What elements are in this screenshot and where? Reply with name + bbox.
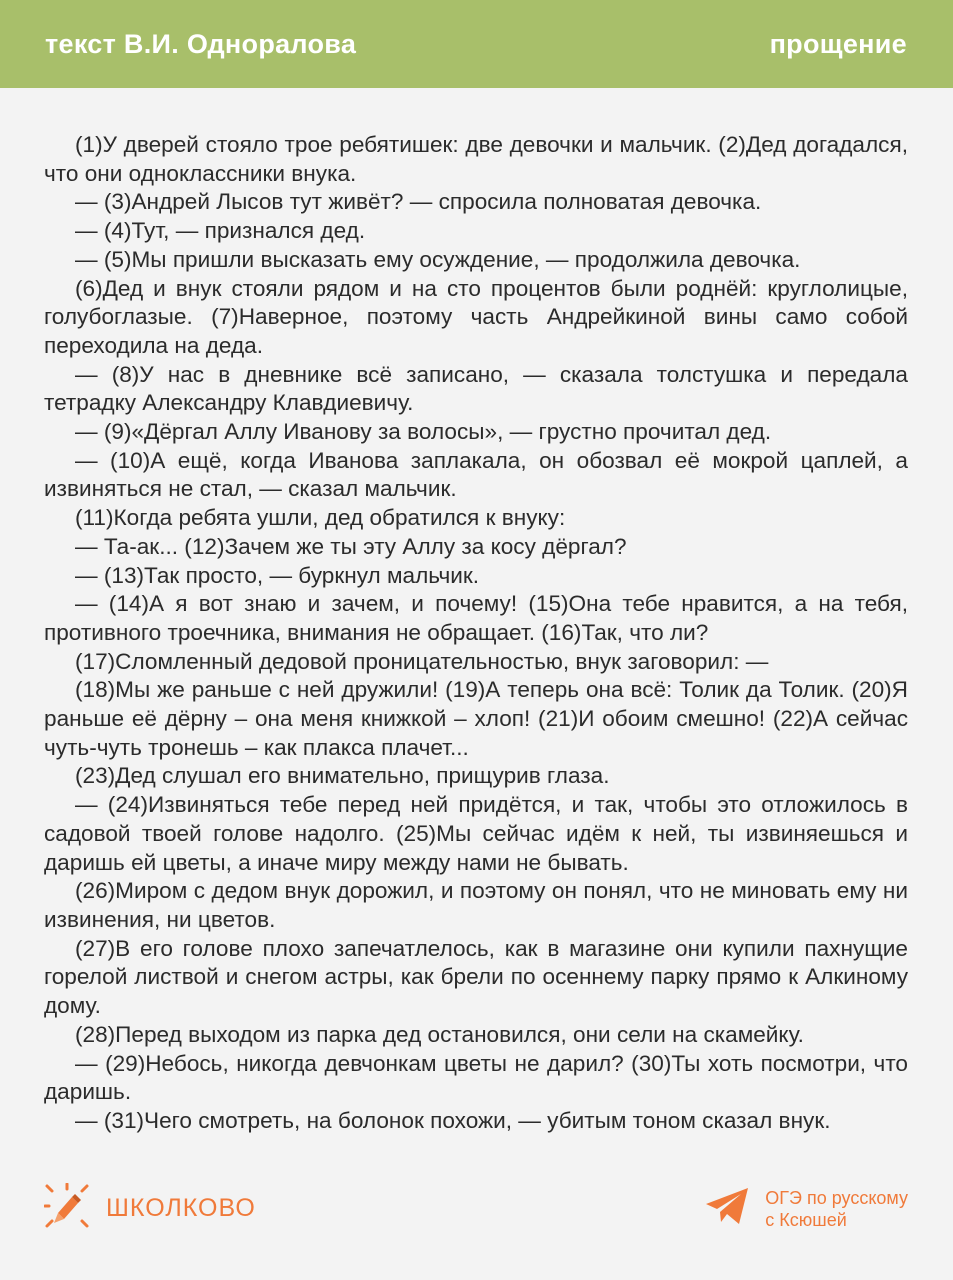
paragraph: — (5)Мы пришли высказать ему осуждение, — продолжила девочка. (75, 246, 801, 272)
channel-line-2: с Ксюшей (765, 1209, 847, 1230)
paragraph: (11)Когда ребята ушли, дед обратился к внуку: (75, 505, 566, 531)
telegram-icon (705, 1186, 749, 1231)
paragraph: — (29)Небось, никогда девчонкам цветы не дарил? (30)Ты хоть посмотри, что даришь. (44, 1050, 908, 1105)
paragraph: — (14)А я вот знаю и зачем, и почему! (15)Она тебе нравится, а на тебя, противного троечника, внимания не обращает. (16)Так, что ли? (44, 591, 908, 645)
paragraph: (17)Сломленный дедовой проницательностью, внук заговорил: — (75, 648, 769, 674)
paragraph: — (9)«Дёргал Аллу Иванову за волосы», — грустно прочитал дед. (75, 419, 772, 445)
text-author-title: текст В.И. Одноралова (45, 28, 357, 59)
shkolkovo-pencil-icon (44, 1183, 90, 1234)
paragraph: — (10)А ещё, когда Иванова заплакала, он обозвал её мокрой цаплей, а извиняться не стал, — сказал мальчик. (44, 447, 908, 502)
paragraph: — (13)Так просто, — буркнул мальчик. (75, 562, 480, 588)
shkolkovo-logo-text: ШКОЛКОВО (106, 1193, 256, 1222)
paragraph: (1)У дверей стояло трое ребятишек: две девочки и мальчик. (2)Дед догадался, что они одноклассники внука. (44, 132, 908, 186)
paragraph: (28)Перед выходом из парка дед остановился, они сели на скамейку. (75, 1021, 804, 1047)
paragraph: (23)Дед слушал его внимательно, прищурив глаза. (75, 763, 610, 789)
channel-line-1: ОГЭ по русскому (765, 1187, 908, 1208)
paragraph: — (4)Тут, — признался дед. (75, 218, 366, 244)
paragraph: (27)В его голове плохо запечатлелось, как в магазине они купили пахнущие горелой листвой и снегом астры, как брели по осеннему парку прямо к Алкиному дому. (44, 935, 908, 1019)
paragraph: (26)Миром с дедом внук дорожил, и поэтому он понял, что не миновать ему ни извинения, ни цветов. (44, 878, 908, 932)
paragraph: — (24)Извиняться тебе перед ней придётся, и так, чтобы это отложилось в садовой твоей голове надолго. (25)Мы сейчас идём к ней, ты извиняешься и даришь ей цветы, а иначе миру между нами не бывать. (44, 792, 908, 875)
shkolkovo-logo (44, 1185, 256, 1231)
paragraph: — (3)Андрей Лысов тут живёт? — спросила полноватая девочка. (75, 189, 762, 215)
story-text (44, 131, 908, 1136)
paragraph: — (8)У нас в дневнике всё записано, — сказала толстушка и передала тетрадку Александру Клавдиевичу. (44, 361, 908, 416)
telegram-channel (705, 1186, 908, 1231)
channel-name (765, 1187, 908, 1231)
topic-label: прощение (769, 28, 907, 59)
paragraph: (18)Мы же раньше с ней дружили! (19)А теперь она всё: Толик да Толик. (20)Я раньше её дёрну – она меня книжкой – хлоп! (21)И обоим смешно! (22)А сейчас чуть-чуть тронешь – как плакса плачет... (44, 677, 908, 760)
paragraph: — Та-ак... (12)Зачем же ты эту Аллу за косу дёргал? (75, 533, 627, 559)
header-bar (0, 0, 953, 88)
paragraph: — (31)Чего смотреть, на болонок похожи, — убитым тоном сказал внук. (75, 1107, 831, 1133)
paragraph: (6)Дед и внук стояли рядом и на сто процентов были роднёй: круглолицые, голубоглазые. (7)Наверное, поэтому часть Андрейкиной вины само собой переходила на деда. (44, 275, 908, 358)
